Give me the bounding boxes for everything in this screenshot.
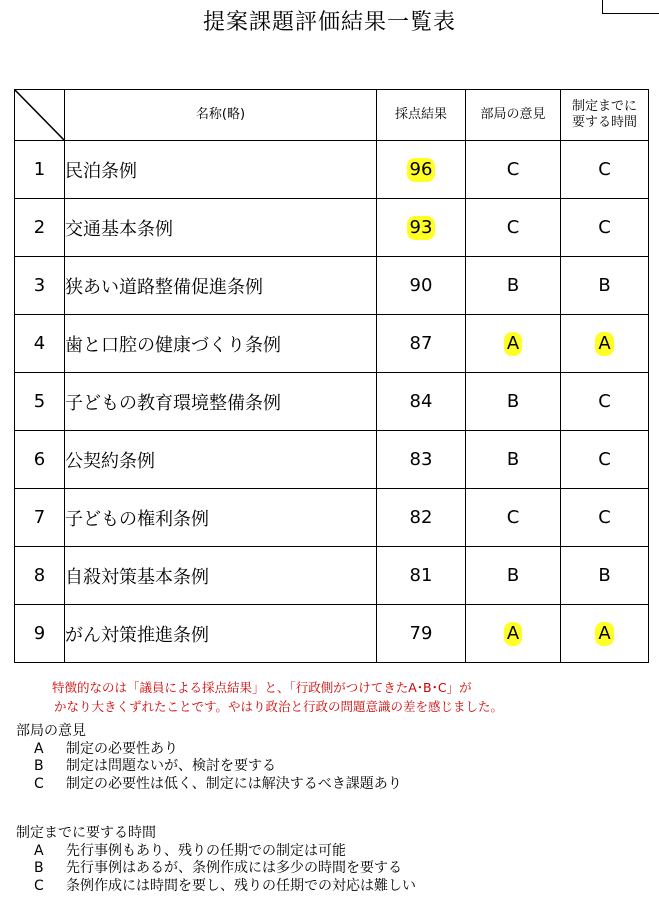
table-row bbox=[15, 605, 649, 663]
row-opinion-text: B bbox=[506, 449, 520, 470]
legend-key: C bbox=[34, 877, 44, 894]
header-time bbox=[561, 90, 649, 141]
row-time-text: A bbox=[595, 332, 613, 356]
row-name-text: 狭あい道路整備促進条例 bbox=[65, 276, 263, 298]
row-name-text: 子どもの教育環境整備条例 bbox=[65, 392, 281, 414]
legend-text: 先行事例もあり、残りの任期での制定は可能 bbox=[66, 842, 346, 859]
row-time bbox=[561, 547, 649, 605]
row-name bbox=[65, 547, 377, 605]
row-score bbox=[377, 315, 466, 373]
row-number-text: 5 bbox=[33, 391, 46, 412]
legend-key: C bbox=[34, 775, 44, 792]
row-score-text: 83 bbox=[409, 449, 433, 470]
row-number-text: 6 bbox=[33, 449, 46, 470]
row-opinion-text: B bbox=[506, 275, 520, 296]
row-opinion bbox=[466, 199, 561, 257]
row-name bbox=[65, 257, 377, 315]
row-score bbox=[377, 257, 466, 315]
row-opinion-text: C bbox=[506, 217, 520, 238]
table-row bbox=[15, 257, 649, 315]
red-comment bbox=[52, 678, 652, 716]
legend-time bbox=[16, 825, 636, 895]
comment-line-2: かなり大きくずれたことです。やはり政治と行政の問題意識の差を感じました。 bbox=[54, 699, 504, 714]
row-score bbox=[377, 547, 466, 605]
table-row bbox=[15, 141, 649, 199]
row-score-text: 96 bbox=[407, 158, 436, 182]
header-time-line1: 制定までに bbox=[571, 99, 637, 114]
row-opinion bbox=[466, 141, 561, 199]
legend-key: A bbox=[34, 842, 44, 859]
row-time bbox=[561, 489, 649, 547]
row-name bbox=[65, 373, 377, 431]
header-opinion: 部局の意見 bbox=[466, 90, 561, 141]
row-time-text: B bbox=[598, 565, 611, 586]
legend-key: A bbox=[34, 740, 44, 757]
row-opinion bbox=[466, 373, 561, 431]
row-opinion bbox=[466, 431, 561, 489]
row-name-text: 公契約条例 bbox=[65, 450, 155, 472]
row-opinion bbox=[466, 547, 561, 605]
row-time-text: C bbox=[598, 449, 611, 470]
legend-row bbox=[16, 776, 636, 794]
header-name: 名称(略) bbox=[65, 90, 377, 141]
row-name bbox=[65, 431, 377, 489]
row-score bbox=[377, 605, 466, 663]
row-time-text: C bbox=[598, 391, 611, 412]
row-number bbox=[15, 547, 65, 605]
row-time-text: C bbox=[598, 159, 611, 180]
row-number bbox=[15, 431, 65, 489]
row-name-text: 歯と口腔の健康づくり条例 bbox=[65, 334, 281, 356]
legend-time-title: 制定までに要する時間 bbox=[16, 825, 156, 841]
row-opinion bbox=[466, 489, 561, 547]
legend-row bbox=[16, 741, 636, 759]
row-opinion-text: C bbox=[506, 507, 520, 528]
diagonal-line bbox=[15, 90, 64, 140]
table-row bbox=[15, 199, 649, 257]
row-number bbox=[15, 199, 65, 257]
legend-row bbox=[16, 860, 636, 878]
row-time-text: C bbox=[598, 217, 611, 238]
row-number-text: 2 bbox=[33, 217, 46, 238]
header-time-line2: 要する時間 bbox=[571, 115, 637, 130]
row-opinion-text: B bbox=[506, 565, 520, 586]
row-opinion bbox=[466, 315, 561, 373]
table-row bbox=[15, 315, 649, 373]
row-opinion-text: B bbox=[506, 391, 520, 412]
row-opinion-text: C bbox=[506, 159, 520, 180]
legend-row bbox=[16, 878, 636, 896]
row-number bbox=[15, 141, 65, 199]
row-time bbox=[561, 605, 649, 663]
legend-text: 制定は問題ないが、検討を要する bbox=[66, 758, 276, 774]
row-time-text: A bbox=[595, 622, 613, 646]
evaluation-results-table bbox=[14, 89, 649, 663]
row-time bbox=[561, 431, 649, 489]
row-time bbox=[561, 373, 649, 431]
table-body bbox=[15, 141, 649, 663]
table-header-row bbox=[15, 90, 649, 141]
row-name bbox=[65, 315, 377, 373]
row-name bbox=[65, 605, 377, 663]
legend-opinion-items bbox=[16, 741, 636, 794]
row-time bbox=[561, 315, 649, 373]
row-number bbox=[15, 489, 65, 547]
row-time-text: B bbox=[598, 275, 611, 296]
comment-line-1: 特徴的なのは「議員による採点結果」と、「行政側がつけてきたA･B･C」が bbox=[52, 680, 472, 695]
row-name-text: 自殺対策基本条例 bbox=[65, 566, 209, 588]
row-time bbox=[561, 257, 649, 315]
row-time bbox=[561, 199, 649, 257]
row-score-text: 93 bbox=[407, 216, 436, 240]
row-number bbox=[15, 315, 65, 373]
row-name bbox=[65, 141, 377, 199]
row-score-text: 81 bbox=[409, 565, 433, 586]
row-name-text: 子どもの権利条例 bbox=[65, 508, 209, 530]
diagonal-corner-cell bbox=[15, 90, 65, 141]
legend-key: B bbox=[34, 758, 44, 774]
row-score bbox=[377, 141, 466, 199]
row-opinion bbox=[466, 257, 561, 315]
row-time bbox=[561, 141, 649, 199]
legend-time-items bbox=[16, 843, 636, 896]
row-score bbox=[377, 489, 466, 547]
row-number bbox=[15, 605, 65, 663]
row-score-text: 87 bbox=[409, 333, 433, 354]
legend-text: 条例作成には時間を要し、残りの任期での対応は難しい bbox=[66, 877, 416, 894]
table-row bbox=[15, 431, 649, 489]
row-number-text: 7 bbox=[33, 507, 46, 528]
row-score bbox=[377, 431, 466, 489]
row-score bbox=[377, 199, 466, 257]
legend-text: 制定の必要性は低く、制定には解決するべき課題あり bbox=[66, 775, 402, 792]
row-number bbox=[15, 373, 65, 431]
legend-opinion-title: 部局の意見 bbox=[16, 723, 86, 739]
legend-text: 制定の必要性あり bbox=[66, 740, 178, 757]
row-number-text: 9 bbox=[33, 623, 46, 644]
row-name-text: 交通基本条例 bbox=[65, 218, 173, 240]
row-number-text: 1 bbox=[33, 159, 46, 180]
row-number bbox=[15, 257, 65, 315]
row-score-text: 82 bbox=[409, 507, 433, 528]
row-opinion-text: A bbox=[504, 622, 522, 646]
row-name-text: がん対策推進条例 bbox=[65, 624, 209, 646]
row-score-text: 90 bbox=[409, 275, 433, 296]
row-number-text: 3 bbox=[33, 275, 46, 296]
legend-key: B bbox=[34, 860, 44, 876]
table-row bbox=[15, 489, 649, 547]
legend-text: 先行事例はあるが、条例作成には多少の時間を要する bbox=[66, 860, 402, 876]
table-row bbox=[15, 373, 649, 431]
row-score bbox=[377, 373, 466, 431]
row-name bbox=[65, 199, 377, 257]
row-opinion bbox=[466, 605, 561, 663]
row-score-text: 84 bbox=[409, 391, 433, 412]
row-name-text: 民泊条例 bbox=[65, 160, 137, 182]
row-score-text: 79 bbox=[409, 623, 433, 644]
legend-row bbox=[16, 843, 636, 861]
page-title: 提案課題評価結果一覧表 bbox=[202, 10, 456, 35]
row-opinion-text: A bbox=[504, 332, 522, 356]
header-score: 採点結果 bbox=[377, 90, 466, 141]
row-number-text: 8 bbox=[33, 565, 46, 586]
row-name bbox=[65, 489, 377, 547]
row-number-text: 4 bbox=[33, 333, 46, 354]
legend-opinion bbox=[16, 723, 636, 793]
row-time-text: C bbox=[598, 507, 611, 528]
table-row bbox=[15, 547, 649, 605]
legend-row bbox=[16, 758, 636, 776]
